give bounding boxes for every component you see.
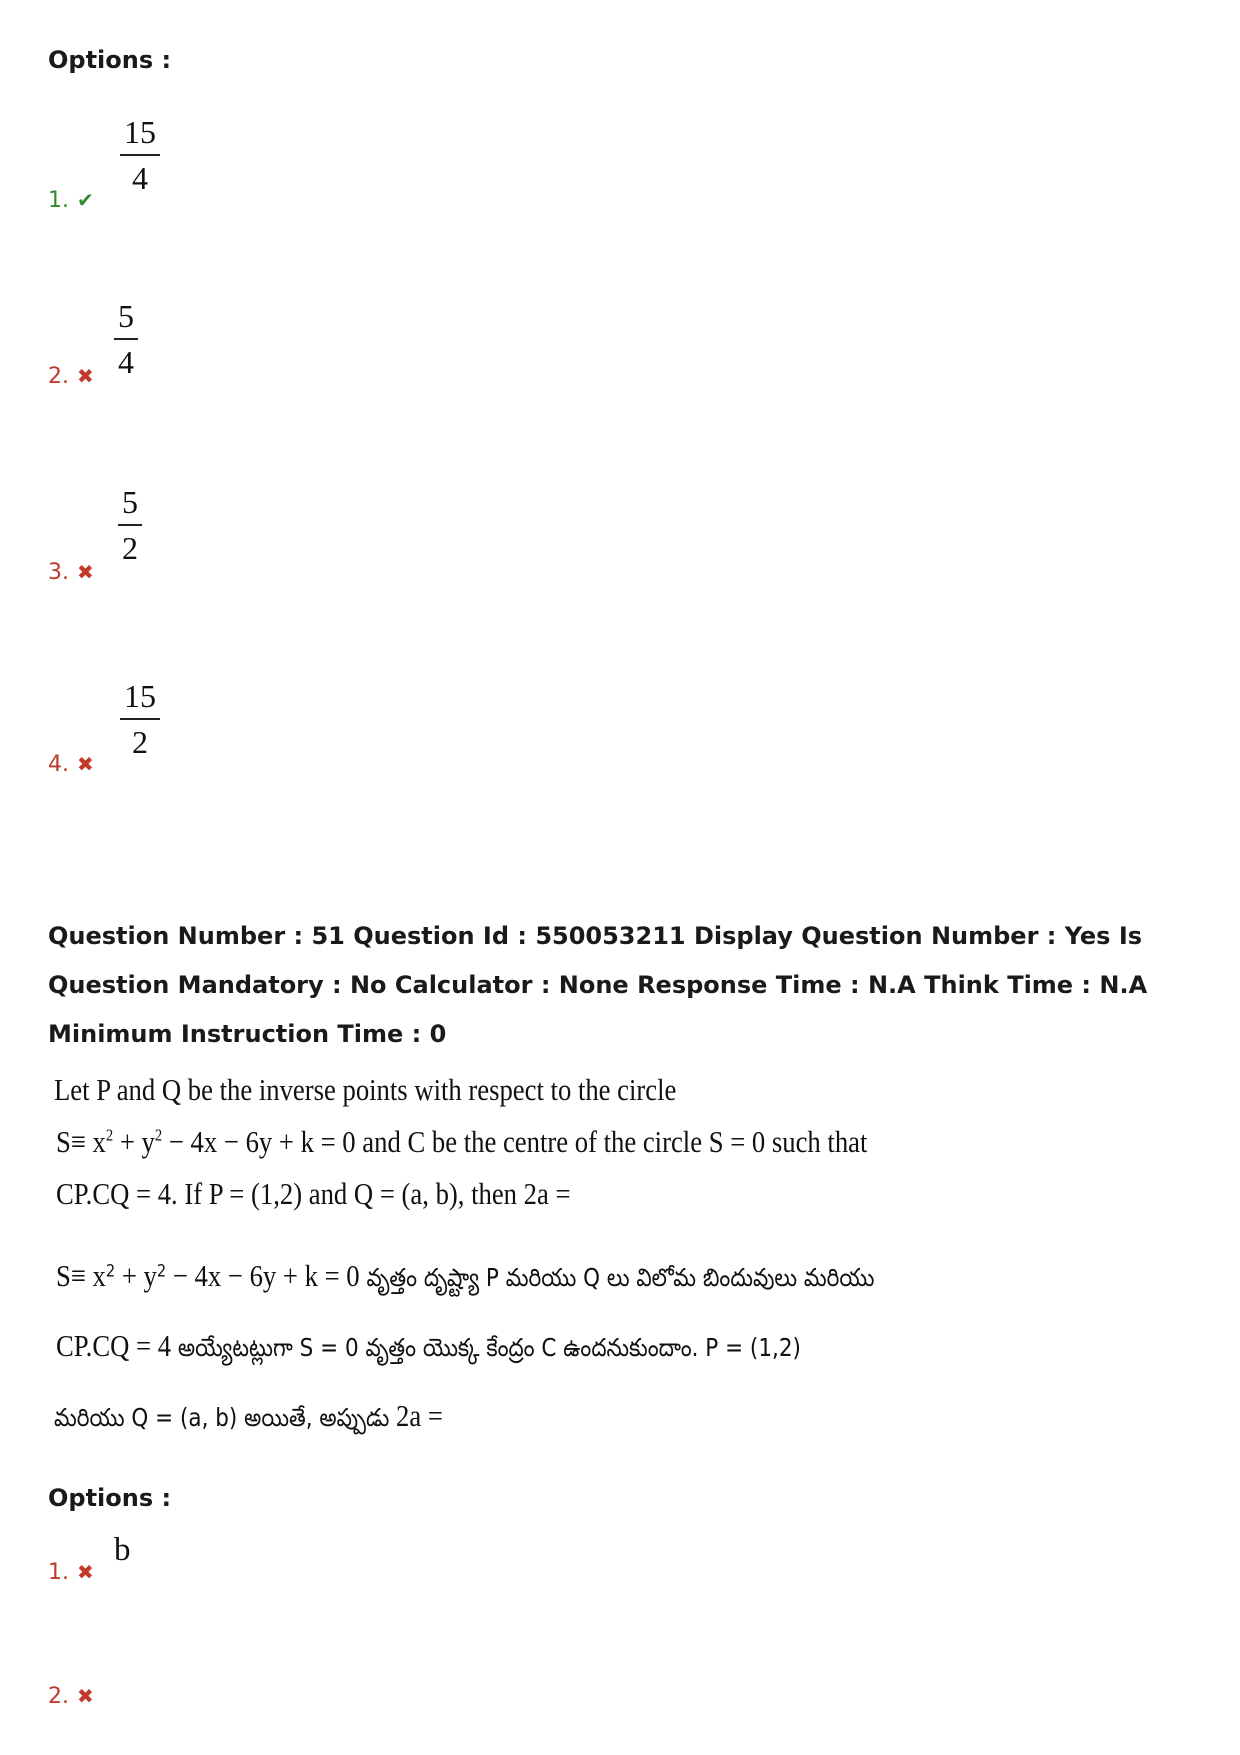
equation-part: S≡ x <box>56 1124 106 1159</box>
cross-icon: ✖ <box>77 1560 94 1584</box>
numerator: 15 <box>124 114 156 150</box>
exponent: 2 <box>156 1261 167 1282</box>
options-heading: Options : <box>48 46 172 74</box>
exponent: 2 <box>154 1125 163 1145</box>
question-english-line-1: Let P and Q be the inverse points with respect to the circle <box>54 1072 677 1107</box>
exponent: 2 <box>105 1125 114 1145</box>
fraction-bar <box>118 524 142 526</box>
equation-part: S≡ x <box>56 1258 106 1293</box>
fraction <box>120 676 160 762</box>
question-english-line-2 <box>56 1124 867 1160</box>
telugu-text: వృత్తం దృష్ట్యా P మరియు Q లు విలోమ బిందువులు మరియు <box>366 1263 875 1292</box>
fraction-bar <box>114 338 138 340</box>
equation-part: − 4x − 6y + k = 0 and C be the centre of the circle S = 0 such that <box>162 1124 868 1159</box>
numerator: 15 <box>124 678 156 714</box>
option-number: 1. <box>48 188 69 213</box>
question-meta: Question Number : 51 Question Id : 550053211 Display Question Number : Yes Is Question Mandatory : No Calculator : None Response Time : N.A Think Time : N.A Minimum Instruction Time : 0 <box>48 922 1148 1048</box>
option-number: 4. <box>48 752 69 777</box>
equation-part: + y <box>113 1124 155 1159</box>
option-number: 2. <box>48 1684 69 1709</box>
option-text: b <box>114 1532 131 1568</box>
denominator: 4 <box>132 159 148 196</box>
fraction-bar <box>120 154 160 156</box>
equation-part: − 4x − 6y + k = 0 <box>166 1258 360 1293</box>
fraction <box>120 112 160 198</box>
question-english-line-3: CP.CQ = 4. If P = (1,2) and Q = (a, b), then 2a = <box>56 1176 571 1211</box>
telugu-text: మరియు Q = (a, b) అయితే, అప్పుడు <box>54 1403 390 1432</box>
fraction-bar <box>120 718 160 720</box>
option-number: 2. <box>48 364 69 389</box>
denominator: 2 <box>122 529 138 566</box>
equation-part: CP.CQ = 4 <box>56 1328 172 1363</box>
numerator: 5 <box>118 298 134 334</box>
exponent: 2 <box>105 1261 116 1282</box>
option-number: 3. <box>48 560 69 585</box>
option-number: 1. <box>48 1560 69 1585</box>
cross-icon: ✖ <box>77 752 94 776</box>
equation-part: + y <box>115 1258 157 1293</box>
fraction <box>114 296 138 382</box>
denominator: 4 <box>118 343 134 380</box>
check-icon: ✔ <box>77 188 94 212</box>
denominator: 2 <box>132 723 148 760</box>
question-telugu-line-1 <box>56 1258 875 1299</box>
cross-icon: ✖ <box>77 560 94 584</box>
fraction <box>118 482 142 568</box>
cross-icon: ✖ <box>77 1684 94 1708</box>
numerator: 5 <box>122 484 138 520</box>
cross-icon: ✖ <box>77 364 94 388</box>
telugu-text: అయ్యేటట్లుగా S = 0 వృత్తం యొక్క కేంద్రం C ఉందనుకుందాం. P = (1,2) <box>177 1333 801 1362</box>
question-telugu-line-2 <box>56 1328 801 1369</box>
options-heading: Options : <box>48 1484 172 1512</box>
equation-part: 2a = <box>389 1398 443 1433</box>
question-telugu-line-3 <box>54 1398 443 1439</box>
